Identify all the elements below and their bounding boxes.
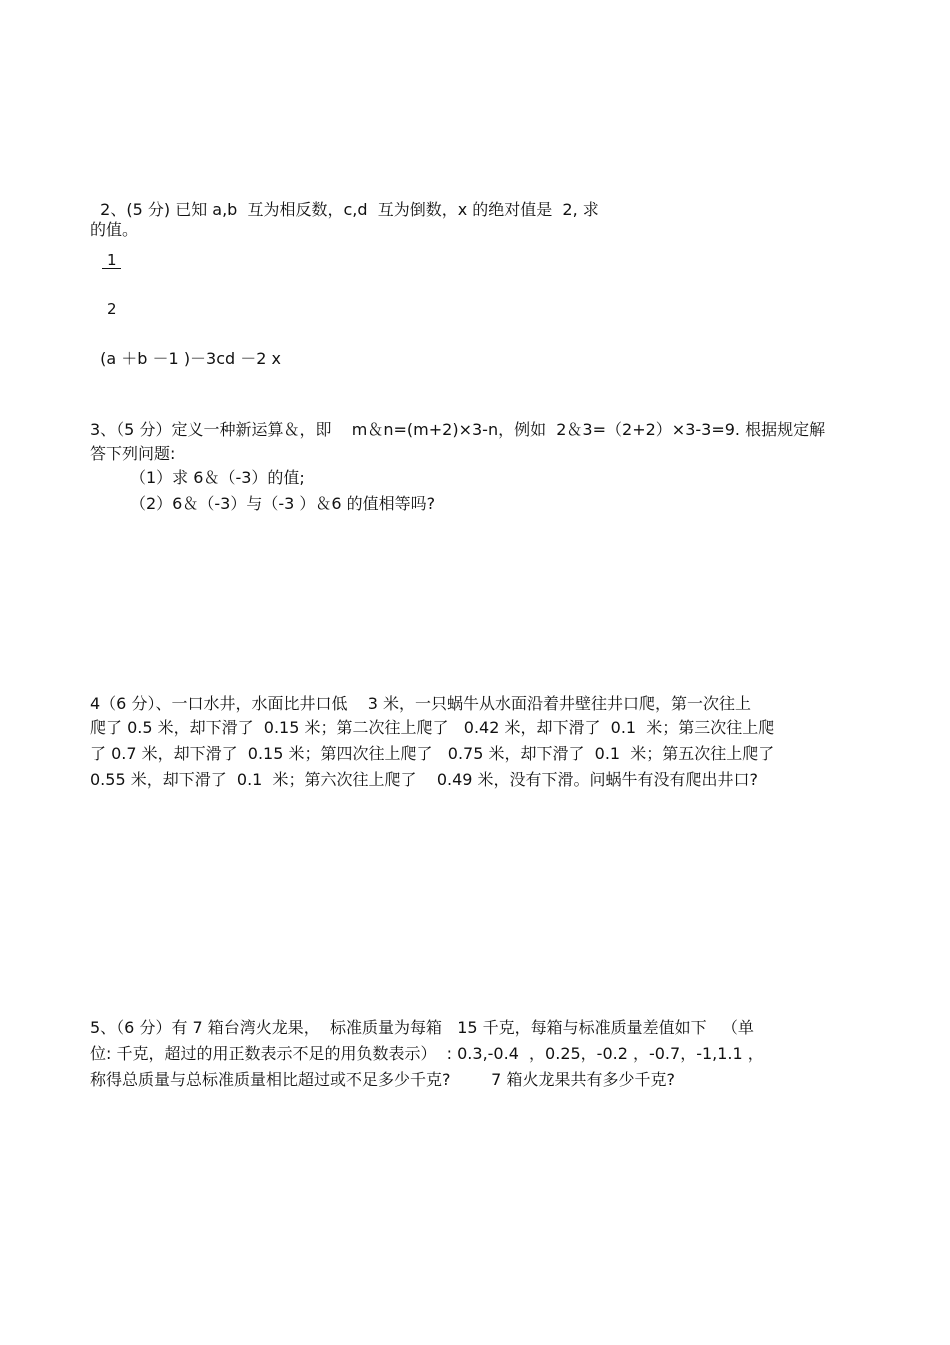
- q2-line1: [90, 180, 599, 369]
- q5-line3: 称得总质量与总标准质量相比超过或不足多少千克? 7 箱火龙果共有多少千克?: [90, 1070, 675, 1089]
- q2-line2: 的值。: [90, 220, 139, 239]
- q4-line4: 0.55 米，却下滑了 0.1 米；第六次往上爬了 0.49 米，没有下滑。问蜗牛有没有爬出井口?: [90, 770, 759, 789]
- q4-line3: 了 0.7 米，却下滑了 0.15 米；第四次往上爬了 0.75 米，却下滑了 0.1 米；第五次往上爬了: [90, 744, 775, 763]
- q4-line1: 4（6 分）、一口水井，水面比井口低 3 米，一只蜗牛从水面沿着井壁往井口爬，第一次往上: [90, 694, 752, 713]
- q5-line1: 5、（6 分）有 7 箱台湾火龙果， 标准质量为每箱 15 千克，每箱与标准质量差值如下 （单: [90, 1018, 754, 1037]
- q2-frac-num: 1: [102, 252, 121, 269]
- q4-line2: 爬了 0.5 米，却下滑了 0.15 米；第二次往上爬了 0.42 米，却下滑了 0.1 米；第三次往上爬: [90, 718, 775, 737]
- q3-part2: （2）6＆（-3）与（-3 ）＆6 的值相等吗?: [130, 494, 436, 513]
- q2-text: 2、(5 分) 已知 a,b 互为相反数，c,d 互为倒数，x 的绝对值是 2, 求: [100, 200, 599, 219]
- q2-frac-den: 2: [106, 300, 117, 318]
- q2-formula: (a ＋b －1 )－3cd －2 x: [100, 349, 282, 368]
- q3-line2: 答下列问题:: [90, 444, 176, 463]
- q3-line1: 3、（5 分）定义一种新运算＆，即 m＆n=(m+2)×3-n，例如 2＆3=（2+2）×3-3=9. 根据规定解: [90, 420, 826, 439]
- q5-line2: 位: 千克，超过的用正数表示不足的用负数表示） : 0.3,-0.4 ，0.25，-0.2 ，-0.7，-1,1.1 ，: [90, 1044, 764, 1063]
- q3-part1: （1）求 6＆（-3）的值;: [130, 468, 305, 487]
